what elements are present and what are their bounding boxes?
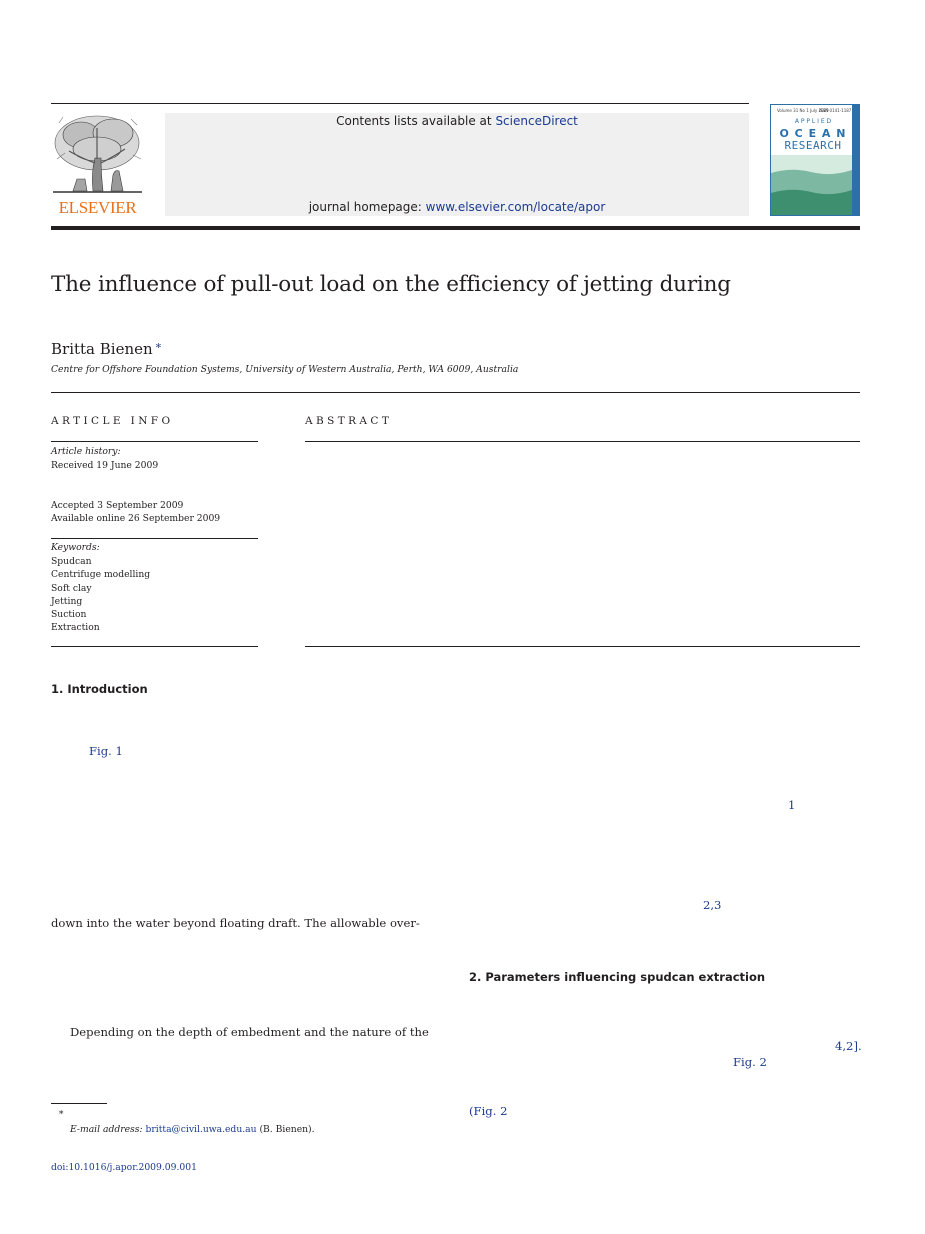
email-link[interactable]: britta@civil.uwa.edu.au [145, 1124, 257, 1135]
article-info-rule [51, 441, 258, 442]
paper-title: The influence of pull-out load on the efficiency of jetting during [51, 272, 731, 297]
sciencedirect-link[interactable]: ScienceDirect [495, 114, 578, 128]
footnote-rule [51, 1103, 107, 1104]
keyword-item: Jetting [51, 595, 83, 607]
abstract-top-rule [305, 441, 860, 442]
cover-volume-line: Volume 31 No 1 July 2009 [777, 108, 829, 113]
homepage-link[interactable]: www.elsevier.com/locate/apor [425, 200, 606, 214]
cover-word-research: RESEARCH [784, 139, 842, 152]
homepage-prefix: journal homepage: [308, 200, 426, 214]
article-info-bottom-rule [51, 646, 258, 647]
section-1-heading: 1. Introduction [51, 682, 148, 696]
author-footnote-mark[interactable]: ∗ [154, 339, 163, 352]
keyword-item: Suction [51, 609, 87, 621]
available-date: Available online 26 September 2009 [51, 513, 221, 524]
abstract-bottom-rule [305, 646, 860, 647]
accepted-date: Accepted 3 September 2009 [51, 500, 184, 511]
cover-waves-icon [771, 155, 852, 215]
keywords-rule [51, 538, 258, 539]
front-matter-rule [51, 392, 860, 393]
keywords-label: Keywords: [51, 542, 100, 553]
keywords-list [51, 555, 150, 635]
keyword-item: Extraction [51, 622, 100, 634]
author-name: Britta Bienen [51, 340, 153, 358]
keyword-item: Soft clay [51, 582, 92, 594]
section-2-heading: 2. Parameters influencing spudcan extraction [469, 970, 766, 984]
fig1-reference[interactable]: Fig. 1 [89, 744, 123, 758]
fig2-reference[interactable]: Fig. 2 [733, 1055, 767, 1069]
reference-2-3[interactable]: 2,3 [703, 898, 722, 912]
article-info-heading: ARTICLE INFO [51, 415, 174, 427]
body-line-depending: Depending on the depth of embedment and the nature of the [70, 1025, 429, 1039]
elsevier-wordmark: ELSEVIER [58, 198, 137, 217]
received-date: Received 19 June 2009 [51, 460, 159, 471]
homepage-line [165, 200, 749, 214]
affiliation: Centre for Offshore Foundation Systems, University of Western Australia, Perth, WA 6009, Australia [51, 364, 519, 375]
header-top-rule [51, 103, 749, 104]
body-line-down: down into the water beyond floating draft. The allowable over- [51, 916, 420, 930]
footnote-mark: ∗ [58, 1107, 65, 1118]
email-label: E-mail address: [70, 1124, 146, 1135]
cover-issn: ISSN 0141-1187 [819, 108, 852, 113]
abstract-heading: ABSTRACT [305, 415, 393, 427]
footnote-email [70, 1123, 315, 1136]
fig2-reference-paren[interactable]: (Fig. 2 [469, 1104, 508, 1118]
reference-4-2-link[interactable]: 4,2]. [835, 1039, 862, 1053]
reference-4-2 [835, 1039, 862, 1053]
cover-word-applied: A P P L I E D [794, 118, 832, 125]
header-bottom-rule [51, 226, 860, 230]
email-suffix: (B. Bienen). [256, 1124, 315, 1135]
contents-prefix: Contents lists available at [336, 114, 496, 128]
contents-line [165, 114, 749, 128]
author-line [51, 339, 162, 358]
reference-1[interactable]: 1 [788, 798, 796, 812]
journal-cover [770, 104, 860, 216]
keyword-item: Centrifuge modelling [51, 569, 151, 581]
history-label: Article history: [51, 446, 121, 457]
cover-word-ocean: O C E A N [779, 127, 847, 140]
doi-link[interactable]: doi:10.1016/j.apor.2009.09.001 [51, 1162, 197, 1173]
keyword-item: Spudcan [51, 556, 92, 567]
cover-spine [852, 105, 859, 215]
